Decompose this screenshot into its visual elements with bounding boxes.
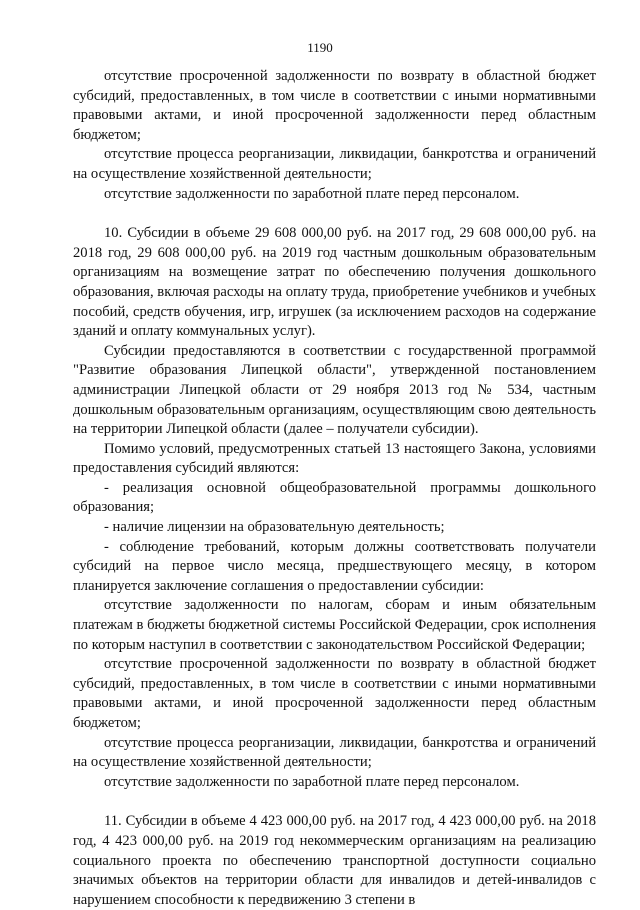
paragraph-no-salary-debt-2: отсутствие задолженности по заработной плате перед персоналом.: [104, 773, 520, 790]
paragraph-subsidy-program: Субсидии предоставляются в соответствии с государственной программой "Развитие образования Липецкой области", утвержденной постановлением администрации Липецкой области от 29 ноября 2013 год № 534, частным дошкольным образовательным организациям, осуществляющим свою деятельность на территории Липецкой области (далее – получатели субсидии).: [73, 342, 596, 438]
paragraph-no-reorganization: отсутствие процесса реорганизации, ликвидации, банкротства и ограничений на осуществление хозяйственной деятельности;: [73, 146, 596, 182]
page-number: 1190: [307, 40, 333, 55]
paragraph-item-10: 10. Субсидии в объеме 29 608 000,00 руб. на 2017 год, 29 608 000,00 руб. на 2018 год, 29 608 000,00 руб. на 2019 год частным дошкольным образовательным организациям на возмещение затрат по обеспечению получения дошкольного образования, включая расходы на оплату труда, приобретение учебников и учебных пособий, средств обучения, игр, игрушек (за исключением расходов на содержание зданий и оплату коммунальных услуг).: [73, 225, 596, 340]
paragraph-condition-requirements: - соблюдение требований, которым должны соответствовать получатели субсидий на первое число месяца, предшествующего месяцу, в котором планируется заключение соглашения о предоставлении субсидии:: [73, 538, 596, 594]
paragraph-no-tax-debt: отсутствие задолженности по налогам, сборам и иным обязательным платежам в бюджеты бюджетной системы Российской Федерации, срок исполнения по которым наступил в соответствии с законодательством Российской Федерации;: [73, 597, 596, 653]
paragraph-condition-license: - наличие лицензии на образовательную деятельность;: [104, 519, 445, 536]
paragraph-item-11: 11. Субсидии в объеме 4 423 000,00 руб. на 2017 год, 4 423 000,00 руб. на 2018 год, 4 423 000,00 руб. на 2019 год некоммерческим организациям на реализацию социального проекта по обеспечению транспортной доступности социально значимых объектов на территории области для инвалидов и детей-инвалидов с нарушением способности к передвижению 3 степени в: [73, 813, 596, 908]
paragraph-conditions-intro: Помимо условий, предусмотренных статьей 13 настоящего Закона, условиями предоставления субсидий являются:: [73, 440, 596, 477]
paragraph-debt-return-2: отсутствие просроченной задолженности по возврату в областной бюджет субсидий, предоставленных, в том числе в соответствии с иными нормативными правовыми актами, и иной просроченной задолженности перед областным бюджетом;: [73, 656, 596, 731]
paragraph-no-reorganization-2: отсутствие процесса реорганизации, ликвидации, банкротства и ограничений на осуществление хозяйственной деятельности;: [73, 734, 596, 771]
paragraph-condition-program: - реализация основной общеобразовательной программы дошкольного образования;: [73, 479, 596, 516]
document-body: [73, 67, 596, 910]
paragraph-no-salary-debt: отсутствие задолженности по заработной плате перед персоналом.: [104, 185, 520, 202]
paragraph-debt-return: отсутствие просроченной задолженности по возврату в областной бюджет субсидий, предоставленных, в том числе в соответствии с иными нормативными правовыми актами, и иной просроченной задолженности перед областным бюджетом;: [73, 68, 596, 143]
